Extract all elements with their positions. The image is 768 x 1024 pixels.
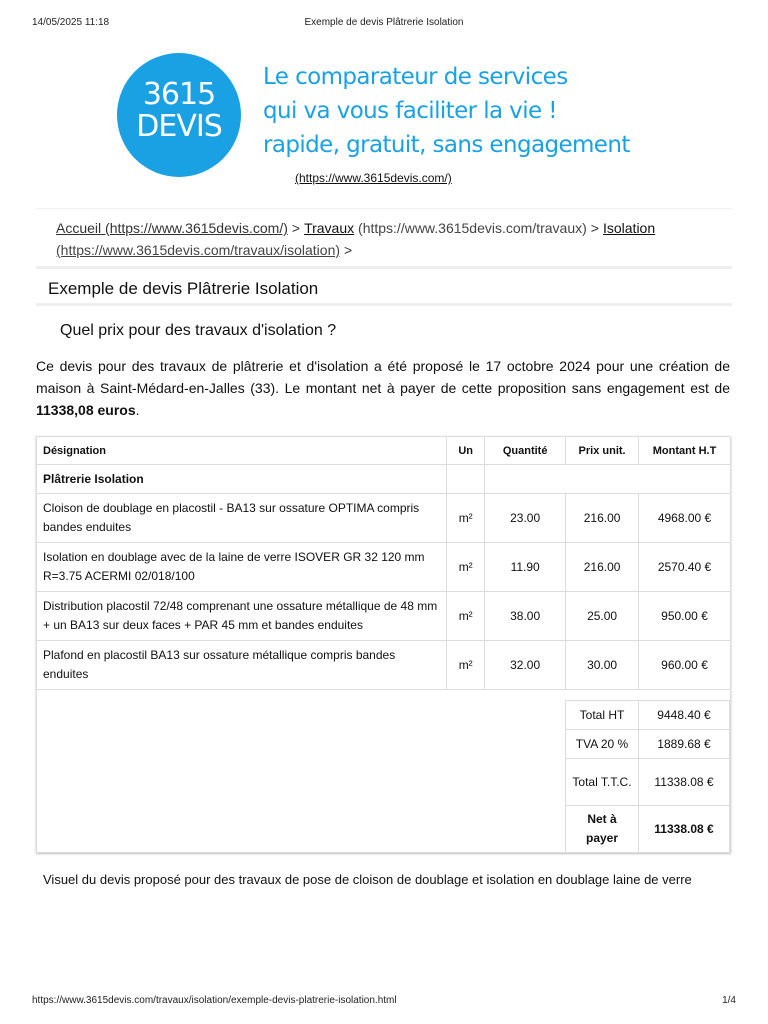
row-designation: Distribution placostil 72/48 comprenant une ossature métallique de 48 mm + un BA13 sur deux faces + PAR 45 mm et bandes enduites xyxy=(37,592,447,641)
net-label: Net à payer xyxy=(566,806,639,853)
breadcrumb-separator: > xyxy=(590,220,599,236)
row-unit: m² xyxy=(447,543,485,592)
breadcrumb-home-url: (https://www.3615devis.com/) xyxy=(105,220,288,236)
row-quantity: 38.00 xyxy=(485,592,566,641)
row-unit-price: 30.00 xyxy=(566,641,639,690)
row-unit-price: 25.00 xyxy=(566,592,639,641)
section-question: Quel prix pour des travaux d'isolation ? xyxy=(60,322,337,339)
tagline-line-1: Le comparateur de services xyxy=(263,64,568,90)
breadcrumb-separator: > xyxy=(291,220,301,236)
print-footer-url: https://www.3615devis.com/travaux/isolation/exemple-devis-platrerie-isolation.html xyxy=(32,995,397,1006)
page-title-bar xyxy=(36,266,732,306)
table-row xyxy=(37,543,731,592)
logo-line-1: 3615 xyxy=(142,77,216,112)
breadcrumb-isolation-link[interactable]: Isolation xyxy=(602,220,656,236)
total-ttc-row xyxy=(566,759,730,806)
total-ttc-label: Total T.T.C. xyxy=(566,759,639,806)
page-title: Exemple de devis Plâtrerie Isolation xyxy=(48,279,319,298)
row-designation: Plafond en placostil BA13 sur ossature métallique compris bandes enduites xyxy=(37,641,447,690)
tva-label: TVA 20 % xyxy=(566,730,639,759)
table-header-row xyxy=(37,437,731,465)
quote-table xyxy=(36,436,731,853)
row-amount: 4968.00 € xyxy=(639,494,731,543)
row-unit: m² xyxy=(447,641,485,690)
row-amount: 960.00 € xyxy=(639,641,731,690)
tva-row xyxy=(566,730,730,759)
intro-end: . xyxy=(135,402,140,418)
site-logo[interactable] xyxy=(117,53,241,177)
row-amount: 950.00 € xyxy=(639,592,731,641)
total-ttc-value: 11338.08 € xyxy=(639,759,730,806)
intro-amount: 11338,08 euros xyxy=(36,402,136,418)
net-row xyxy=(566,806,730,853)
intro-paragraph xyxy=(36,355,730,421)
row-designation: Isolation en doublage avec de la laine de verre ISOVER GR 32 120 mm R=3.75 ACERMI 02/018/100 xyxy=(37,543,447,592)
section-row xyxy=(37,465,731,494)
table-row xyxy=(37,494,731,543)
breadcrumb-travaux-url[interactable]: (https://www.3615devis.com/travaux) xyxy=(358,220,587,236)
home-link[interactable]: (https://www.3615devis.com/) xyxy=(295,171,452,185)
breadcrumb-travaux-link[interactable] xyxy=(304,220,354,236)
tagline-line-2: qui va vous faciliter la vie ! xyxy=(263,98,557,124)
breadcrumb xyxy=(36,208,732,261)
banner-tagline xyxy=(263,60,630,162)
section-empty-cell xyxy=(447,465,485,494)
row-designation: Cloison de doublage en placostil - BA13 sur ossature OPTIMA compris bandes enduites xyxy=(37,494,447,543)
total-ht-value: 9448.40 € xyxy=(639,701,730,730)
table-row xyxy=(37,641,731,690)
header-quantity: Quantité xyxy=(485,437,566,465)
row-unit: m² xyxy=(447,592,485,641)
quote-caption: Visuel du devis proposé pour des travaux de pose de cloison de doublage et isolation en doublage laine de verre xyxy=(43,872,692,887)
row-quantity: 32.00 xyxy=(485,641,566,690)
section-empty-cell xyxy=(485,465,731,494)
logo-line-2: DEVIS xyxy=(136,109,222,144)
row-quantity: 23.00 xyxy=(485,494,566,543)
totals-table xyxy=(565,700,730,852)
print-date: 14/05/2025 11:18 xyxy=(32,17,110,28)
table-row xyxy=(37,592,731,641)
intro-text: Ce devis pour des travaux de plâtrerie et d'isolation a été proposé le 17 octobre 2024 pour une création de maison à Saint-Médard-en-Jalles (33). Le montant net à payer de cette proposition sans engagement est de xyxy=(36,358,730,396)
row-unit-price: 216.00 xyxy=(566,494,639,543)
total-ht-label: Total HT xyxy=(566,701,639,730)
header-designation: Désignation xyxy=(37,437,447,465)
row-unit: m² xyxy=(447,494,485,543)
breadcrumb-separator: > xyxy=(344,242,353,258)
tva-value: 1889.68 € xyxy=(639,730,730,759)
print-page-number: 1/4 xyxy=(722,995,736,1006)
net-value: 11338.08 € xyxy=(639,806,730,853)
breadcrumb-travaux-label: Travaux xyxy=(304,220,355,236)
totals-container xyxy=(37,690,731,853)
header-amount: Montant H.T xyxy=(639,437,731,465)
row-amount: 2570.40 € xyxy=(639,543,731,592)
total-ht-row xyxy=(566,701,730,730)
totals-row xyxy=(37,690,731,853)
breadcrumb-home-link[interactable] xyxy=(56,220,288,236)
print-title: Exemple de devis Plâtrerie Isolation xyxy=(304,17,464,28)
tagline-line-3: rapide, gratuit, sans engagement xyxy=(263,132,630,158)
row-quantity: 11.90 xyxy=(485,543,566,592)
header-unit-price: Prix unit. xyxy=(566,437,639,465)
row-unit-price: 216.00 xyxy=(566,543,639,592)
section-title: Plâtrerie Isolation xyxy=(37,465,447,494)
header-unit: Un xyxy=(447,437,485,465)
breadcrumb-isolation-url[interactable]: (https://www.3615devis.com/travaux/isolation) xyxy=(56,242,341,258)
breadcrumb-home-label: Accueil xyxy=(56,220,102,236)
